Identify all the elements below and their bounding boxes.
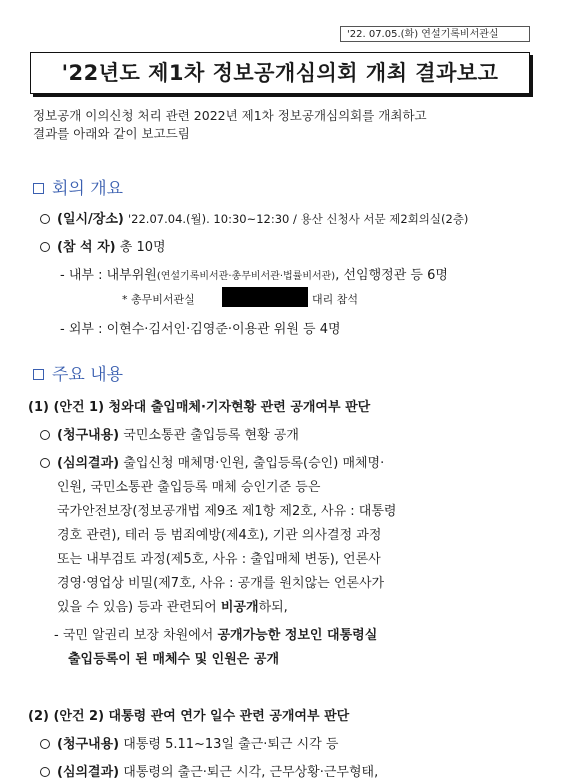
intro-line-2: 결과를 아래와 같이 보고드림	[33, 126, 190, 141]
circle-bullet-icon	[40, 739, 50, 749]
agenda-1-note: - 국민 알권리 보장 차원에서 공개가능한 정보인 대통령실	[54, 628, 378, 643]
meeting-attendees	[40, 236, 166, 255]
datetime-value: '22.07.04.(월). 10:30~12:30 / 용산 신청사 서문 제2회의실(2층)	[128, 212, 469, 226]
intro-line-1: 정보공개 이의신청 처리 관련 2022년 제1차 정보공개심의회를 개최하고	[33, 108, 427, 123]
attendees-internal	[60, 264, 448, 283]
section-heading-text: 주요 내용	[52, 365, 124, 385]
result-line: 국가안전보장(정보공개법 제9조 제1항 제2호, 사유 : 대통령	[57, 504, 397, 519]
agenda-2-result	[40, 761, 378, 780]
section-heading-main	[33, 360, 123, 385]
section-heading-overview	[33, 174, 123, 199]
circle-bullet-icon	[40, 430, 50, 440]
attendees-label: (참 석 자)	[57, 240, 116, 255]
internal-note-right: 대리 참석	[312, 293, 359, 306]
internal-members: (연설기록비서관·총무비서관·법률비서관)	[156, 271, 336, 282]
result-line: 또는 내부검토 과정(제5호, 사유 : 출입매체 변동), 언론사	[57, 552, 381, 567]
document-title: '22년도 제1차 정보공개심의회 개최 결과보고	[30, 52, 530, 94]
agenda-1-result	[40, 452, 384, 471]
circle-bullet-icon	[40, 214, 50, 224]
internal-prefix: - 내부 : 내부위원	[60, 268, 157, 283]
request-label: (청구내용)	[57, 737, 120, 752]
square-bullet-icon	[33, 369, 44, 380]
internal-note-left: * 총무비서관실	[122, 293, 195, 306]
result-line: 인원, 국민소통관 출입등록 매체 승인기준 등은	[57, 480, 321, 495]
attendees-external: - 외부 : 이현수·김서인·김영준·이용관 위원 등 4명	[60, 322, 341, 337]
agenda-1-note-line-2: 출입등록이 된 매체수 및 인원은 공개	[68, 652, 279, 667]
agenda-2-request	[40, 733, 338, 752]
circle-bullet-icon	[40, 767, 50, 777]
agenda-1-request	[40, 424, 299, 443]
result-line: 출입신청 매체명·인원, 출입등록(승인) 매체명·	[123, 456, 385, 471]
redaction-block	[222, 287, 308, 307]
request-value: 대통령 5.11~13일 출근·퇴근 시각 등	[123, 737, 339, 752]
request-value: 국민소통관 출입등록 현황 공개	[123, 428, 299, 443]
agenda-2-title: (2) (안건 2) 대통령 관여 연가 일수 관련 공개여부 판단	[28, 709, 350, 724]
square-bullet-icon	[33, 183, 44, 194]
attendees-value: 총 10명	[119, 240, 166, 255]
result-line: 대통령의 출근·퇴근 시각, 근무상황·근무형태,	[123, 765, 379, 780]
meeting-datetime	[40, 208, 468, 227]
internal-suffix: , 선임행정관 등 6명	[335, 268, 448, 283]
datetime-label: (일시/장소)	[57, 212, 124, 227]
result-line: 경영·영업상 비밀(제7호, 사유 : 공개를 원치않는 언론사가	[57, 576, 385, 591]
result-line: 경호 관련), 테러 등 범죄예방(제4호), 기관 의사결정 과정	[57, 528, 382, 543]
date-stamp: '22. 07.05.(화) 연설기록비서관실	[340, 26, 530, 42]
circle-bullet-icon	[40, 242, 50, 252]
agenda-1-title: (1) (안건 1) 청와대 출입매체·기자현황 관련 공개여부 판단	[28, 400, 371, 415]
request-label: (청구내용)	[57, 428, 120, 443]
section-heading-text: 회의 개요	[52, 179, 124, 199]
result-label: (심의결과)	[57, 456, 120, 471]
circle-bullet-icon	[40, 458, 50, 468]
result-label: (심의결과)	[57, 765, 120, 780]
result-line: 있을 수 있음) 등과 관련되어 비공개하되,	[57, 600, 288, 615]
